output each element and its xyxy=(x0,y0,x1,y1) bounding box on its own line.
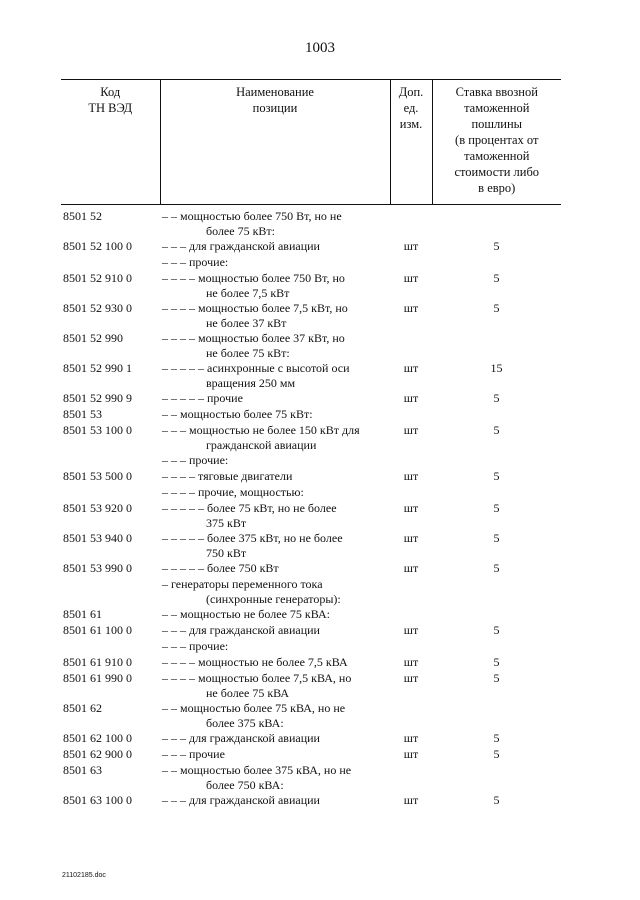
row-unit: шт xyxy=(403,301,419,315)
row-name-line: – генераторы переменного тока xyxy=(162,577,323,591)
row-name-line: – – – для гражданской авиации xyxy=(162,239,320,253)
table-row xyxy=(61,469,561,485)
row-name-line: – – – для гражданской авиации xyxy=(162,793,320,807)
table-row xyxy=(61,577,561,607)
row-unit: шт xyxy=(403,671,419,685)
row-rate xyxy=(432,453,561,469)
row-rate: 5 xyxy=(493,671,500,685)
header-rate-line: стоимости либо xyxy=(454,165,540,179)
row-name-line: более 375 кВА: xyxy=(206,716,284,730)
header-code-line: ТН ВЭД xyxy=(88,101,133,115)
row-name-line: – – мощностью более 750 Вт, но не xyxy=(162,209,342,223)
row-code: 8501 53 500 0 xyxy=(63,469,132,483)
row-rate: 5 xyxy=(493,301,500,315)
row-rate xyxy=(432,701,561,731)
row-name-line: – – – прочие xyxy=(162,747,225,761)
row-name xyxy=(160,701,390,731)
row-name-line: – – – – тяговые двигатели xyxy=(162,469,293,483)
header-rate-line: в евро) xyxy=(478,181,516,195)
table-row xyxy=(61,331,561,361)
row-name xyxy=(160,205,390,240)
header-unit-line: Доп. xyxy=(398,85,424,99)
row-name-line: – – – – прочие, мощностью: xyxy=(162,485,304,499)
table-row xyxy=(61,239,561,255)
table-row xyxy=(61,793,561,809)
row-name xyxy=(160,623,390,639)
row-name xyxy=(160,453,390,469)
row-rate xyxy=(432,577,561,607)
row-unit: шт xyxy=(403,561,419,575)
row-rate: 5 xyxy=(493,655,500,669)
table-row xyxy=(61,639,561,655)
row-name xyxy=(160,301,390,331)
row-name-line: вращения 250 мм xyxy=(206,376,296,390)
table-row xyxy=(61,607,561,623)
row-rate: 5 xyxy=(493,793,500,807)
row-unit xyxy=(390,701,432,731)
row-name xyxy=(160,577,390,607)
row-code: 8501 52 990 1 xyxy=(63,361,132,375)
table-row xyxy=(61,501,561,531)
row-unit: шт xyxy=(403,239,419,253)
table-row xyxy=(61,423,561,453)
row-code: 8501 61 990 0 xyxy=(63,671,132,685)
row-name xyxy=(160,255,390,271)
row-code: 8501 53 940 0 xyxy=(63,531,132,545)
table-body xyxy=(61,205,561,810)
row-name xyxy=(160,391,390,407)
row-name-line: – – – – – более 75 кВт, но не более xyxy=(162,501,337,515)
row-name-line: 375 кВт xyxy=(206,516,247,530)
row-unit: шт xyxy=(403,391,419,405)
row-name-line: – – – мощностью не более 150 кВт для xyxy=(162,423,360,437)
row-unit: шт xyxy=(403,731,419,745)
row-unit xyxy=(390,255,432,271)
row-name-line: – – – – мощностью более 750 Вт, но xyxy=(162,271,345,285)
row-unit: шт xyxy=(403,271,419,285)
row-code: 8501 61 910 0 xyxy=(63,655,132,669)
row-unit xyxy=(390,205,432,240)
table-row xyxy=(61,763,561,793)
header-unit-line: ед. xyxy=(403,101,419,115)
row-rate xyxy=(432,255,561,271)
table-row xyxy=(61,391,561,407)
row-code: 8501 52 930 0 xyxy=(63,301,132,315)
row-name-line: – – – – мощностью более 7,5 кВт, но xyxy=(162,301,348,315)
row-name-line: – – – – – прочие xyxy=(162,391,243,405)
row-name-line: не более 75 кВт: xyxy=(206,346,290,360)
row-rate: 5 xyxy=(493,271,500,285)
row-unit: шт xyxy=(403,361,419,375)
row-rate: 5 xyxy=(493,391,500,405)
row-name xyxy=(160,607,390,623)
row-name xyxy=(160,501,390,531)
row-code: 8501 61 xyxy=(63,607,102,621)
row-code xyxy=(61,577,160,607)
row-code: 8501 52 xyxy=(63,209,102,223)
row-name xyxy=(160,485,390,501)
tariff-table xyxy=(61,79,561,809)
row-name xyxy=(160,469,390,485)
row-name-line: – – мощностью не более 75 кВА: xyxy=(162,607,330,621)
row-code xyxy=(61,639,160,655)
row-rate: 5 xyxy=(493,501,500,515)
table-row xyxy=(61,701,561,731)
row-name xyxy=(160,561,390,577)
row-rate: 5 xyxy=(493,623,500,637)
row-rate: 5 xyxy=(493,531,500,545)
header-name xyxy=(160,80,390,205)
table-row xyxy=(61,623,561,639)
row-rate xyxy=(432,607,561,623)
table-row xyxy=(61,671,561,701)
row-name-line: – – – прочие: xyxy=(162,639,229,653)
row-name xyxy=(160,793,390,809)
row-rate: 5 xyxy=(493,731,500,745)
row-unit: шт xyxy=(403,501,419,515)
row-code: 8501 53 xyxy=(63,407,102,421)
row-code: 8501 62 xyxy=(63,701,102,715)
row-name-line: – – – – – более 750 кВт xyxy=(162,561,279,575)
row-name-line: не более 75 кВА xyxy=(206,686,290,700)
row-code xyxy=(61,453,160,469)
table-row xyxy=(61,361,561,391)
row-name xyxy=(160,531,390,561)
row-name-line: – – – для гражданской авиации xyxy=(162,731,320,745)
header-rate-line: таможенной xyxy=(464,149,530,163)
row-name xyxy=(160,361,390,391)
table-row xyxy=(61,205,561,240)
header-name-line: Наименование xyxy=(236,85,314,99)
row-rate xyxy=(432,763,561,793)
table-row xyxy=(61,731,561,747)
row-name-line: – – – – мощностью более 37 кВт, но xyxy=(162,331,345,345)
row-code: 8501 53 100 0 xyxy=(63,423,132,437)
row-unit xyxy=(390,577,432,607)
row-name xyxy=(160,731,390,747)
row-unit xyxy=(390,607,432,623)
row-code: 8501 63 100 0 xyxy=(63,793,132,807)
row-unit: шт xyxy=(403,531,419,545)
row-name-line: (синхронные генераторы): xyxy=(206,592,341,606)
row-name xyxy=(160,639,390,655)
table-header xyxy=(61,80,561,205)
row-rate: 5 xyxy=(493,239,500,253)
row-code: 8501 52 990 9 xyxy=(63,391,132,405)
row-unit xyxy=(390,331,432,361)
table-row xyxy=(61,747,561,763)
row-name xyxy=(160,763,390,793)
row-rate xyxy=(432,205,561,240)
row-unit xyxy=(390,485,432,501)
row-name xyxy=(160,423,390,453)
row-unit xyxy=(390,639,432,655)
header-rate-line: Ставка ввозной xyxy=(455,85,538,99)
table-row xyxy=(61,255,561,271)
tariff-table-container xyxy=(61,79,561,809)
row-code: 8501 52 990 xyxy=(63,331,123,345)
header-name-line: позиции xyxy=(252,101,298,115)
row-name xyxy=(160,331,390,361)
row-code: 8501 53 920 0 xyxy=(63,501,132,515)
row-code: 8501 52 100 0 xyxy=(63,239,132,253)
row-name-line: более 75 кВт: xyxy=(206,224,275,238)
page-number: 1003 xyxy=(305,40,335,56)
row-name-line: – – – для гражданской авиации xyxy=(162,623,320,637)
row-name xyxy=(160,239,390,255)
row-name-line: – – – прочие: xyxy=(162,255,229,269)
row-rate: 5 xyxy=(493,747,500,761)
row-code: 8501 63 xyxy=(63,763,102,777)
header-rate xyxy=(432,80,561,205)
row-name-line: не более 7,5 кВт xyxy=(206,286,290,300)
row-name-line: – – мощностью более 75 кВА, но не xyxy=(162,701,346,715)
table-row xyxy=(61,453,561,469)
header-rate-line: пошлины xyxy=(471,117,523,131)
table-row xyxy=(61,655,561,671)
table-row xyxy=(61,271,561,301)
table-row xyxy=(61,301,561,331)
row-name-line: – – – – мощностью не более 7,5 кВА xyxy=(162,655,348,669)
row-unit: шт xyxy=(403,747,419,761)
row-code: 8501 53 990 0 xyxy=(63,561,132,575)
row-unit: шт xyxy=(403,655,419,669)
row-code xyxy=(61,255,160,271)
row-code: 8501 61 100 0 xyxy=(63,623,132,637)
header-rate-line: таможенной xyxy=(464,101,530,115)
row-rate xyxy=(432,407,561,423)
row-name xyxy=(160,407,390,423)
header-code-line: Код xyxy=(100,85,121,99)
footer-filename: 21102185.doc xyxy=(62,872,106,879)
table-row xyxy=(61,407,561,423)
row-name-line: – – мощностью более 75 кВт: xyxy=(162,407,313,421)
row-name-line: – – – – – асинхронные с высотой оси xyxy=(162,361,350,375)
row-name-line: гражданской авиации xyxy=(206,438,317,452)
row-rate: 5 xyxy=(493,423,500,437)
row-rate: 5 xyxy=(493,469,500,483)
row-rate: 5 xyxy=(493,561,500,575)
row-unit: шт xyxy=(403,423,419,437)
row-name xyxy=(160,271,390,301)
header-code xyxy=(61,80,160,205)
table-row xyxy=(61,561,561,577)
row-unit xyxy=(390,407,432,423)
row-name-line: более 750 кВА: xyxy=(206,778,284,792)
row-name xyxy=(160,671,390,701)
row-name-line: не более 37 кВт xyxy=(206,316,287,330)
row-code: 8501 62 100 0 xyxy=(63,731,132,745)
row-unit: шт xyxy=(403,469,419,483)
row-name-line: – – – прочие: xyxy=(162,453,229,467)
row-unit xyxy=(390,453,432,469)
row-name xyxy=(160,655,390,671)
row-rate xyxy=(432,639,561,655)
row-code: 8501 52 910 0 xyxy=(63,271,132,285)
row-code: 8501 62 900 0 xyxy=(63,747,132,761)
table-row xyxy=(61,485,561,501)
header-rate-line: (в процентах от xyxy=(455,133,539,147)
header-unit-line: изм. xyxy=(399,117,423,131)
row-name xyxy=(160,747,390,763)
row-name-line: – – – – мощностью более 7,5 кВА, но xyxy=(162,671,352,685)
row-name-line: 750 кВт xyxy=(206,546,247,560)
row-unit xyxy=(390,763,432,793)
row-rate xyxy=(432,331,561,361)
table-row xyxy=(61,531,561,561)
row-rate: 15 xyxy=(490,361,503,375)
row-rate xyxy=(432,485,561,501)
header-unit xyxy=(390,80,432,205)
row-code xyxy=(61,485,160,501)
row-name-line: – – – – – более 375 кВт, но не более xyxy=(162,531,343,545)
row-name-line: – – мощностью более 375 кВА, но не xyxy=(162,763,352,777)
row-unit: шт xyxy=(403,793,419,807)
row-unit: шт xyxy=(403,623,419,637)
